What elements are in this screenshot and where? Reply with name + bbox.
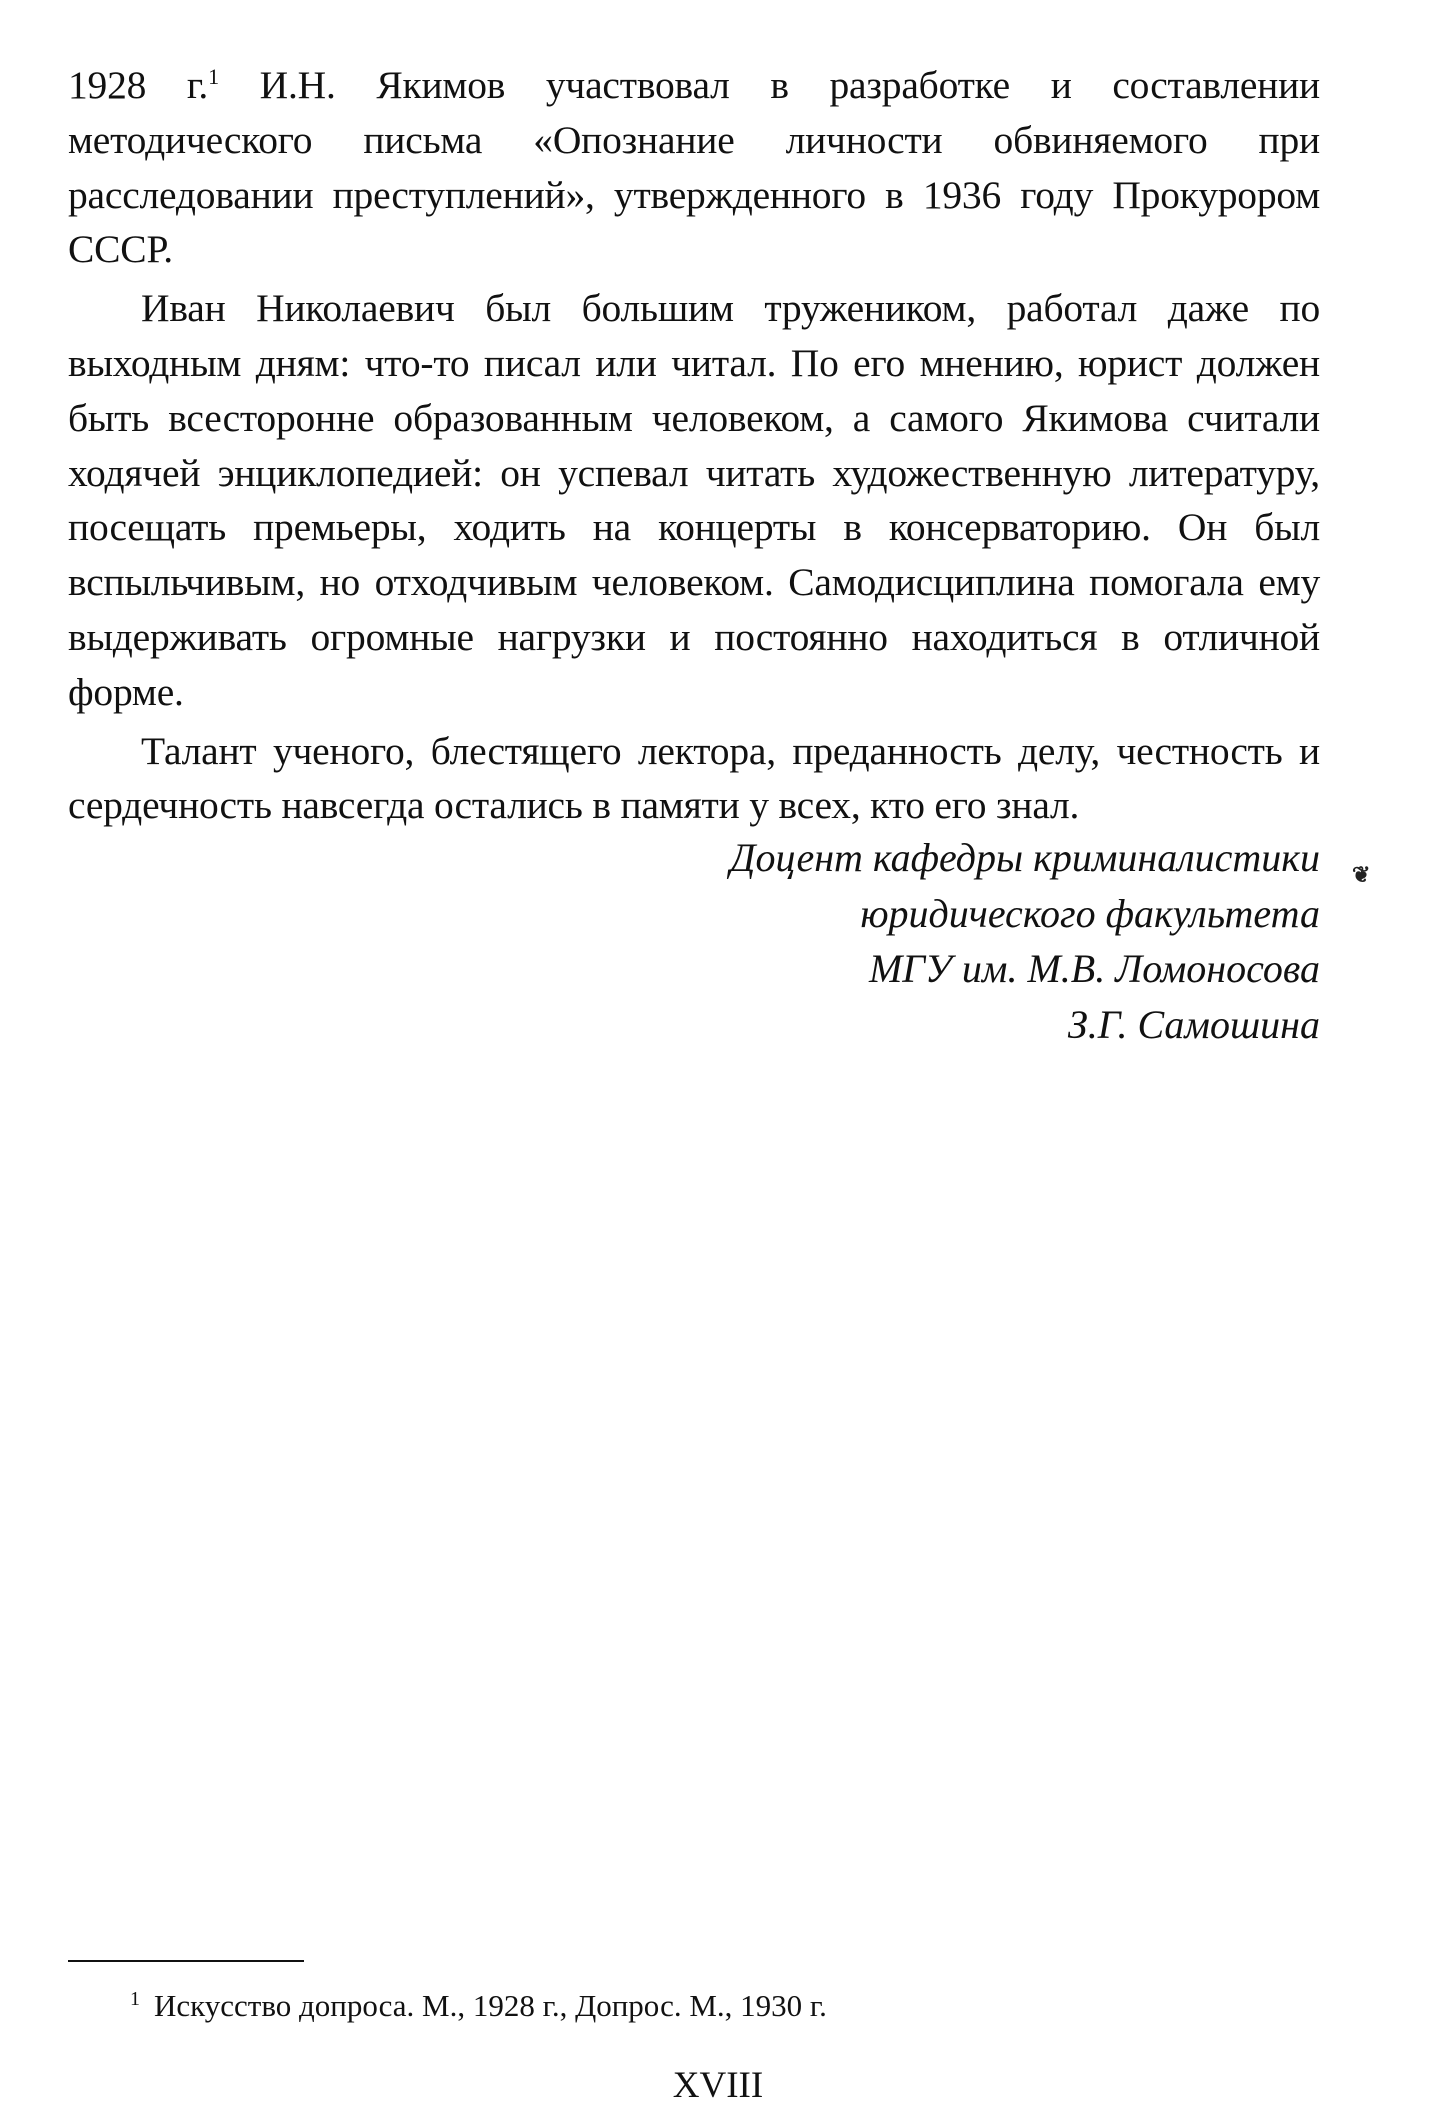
signature-name: З.Г. Самошина bbox=[1067, 1001, 1320, 1047]
signature-faculty: юридического факультета bbox=[860, 890, 1320, 936]
footnote-reference[interactable]: 1 bbox=[208, 63, 219, 89]
main-text bbox=[68, 58, 1320, 837]
signature-university: МГУ им. М.В. Ломоносова bbox=[868, 946, 1320, 991]
footnote-text: Искусство допроса. М., 1928 г., Допрос. М., 1930 г. bbox=[154, 1988, 827, 2023]
page-number: XVIII bbox=[672, 2065, 764, 2106]
margin-mark-icon: ❦ bbox=[1352, 862, 1371, 887]
paragraph-1 bbox=[68, 58, 1320, 277]
paragraph-1-rest: И.Н. Якимов участвовал в разработке и составлении методического письма «Опознание личности обвиняемого при расследовании преступлений», утвержденного в 1936 году Прокурором СССР. bbox=[68, 63, 1320, 272]
author-signature bbox=[730, 830, 1320, 1052]
paragraph-1-start: 1928 г. bbox=[68, 63, 209, 107]
paragraph-2: Иван Николаевич был большим тружеником, работал даже по выходным дням: что-то писал или читал. По его мнению, юрист должен быть всесторонне образованным человеком, а самого Якимова считали ходячей энциклопедией: он успевал читать художественную литературу, посещать премьеры, ходить на концерты в консерваторию. Он был вспыльчивым, но отходчивым человеком. Самодисциплина помогала ему выдерживать огромные нагрузки и постоянно находиться в отличной форме. bbox=[68, 286, 1320, 714]
footnote-marker: 1 bbox=[130, 1987, 140, 2010]
footnote bbox=[130, 1986, 827, 2026]
footnote-divider bbox=[68, 1960, 304, 1962]
signature-position: Доцент кафедры криминалистики bbox=[730, 835, 1320, 880]
paragraph-3: Талант ученого, блестящего лектора, преданность делу, честность и сердечность навсегда остались в памяти у всех, кто его знал. bbox=[68, 728, 1320, 828]
